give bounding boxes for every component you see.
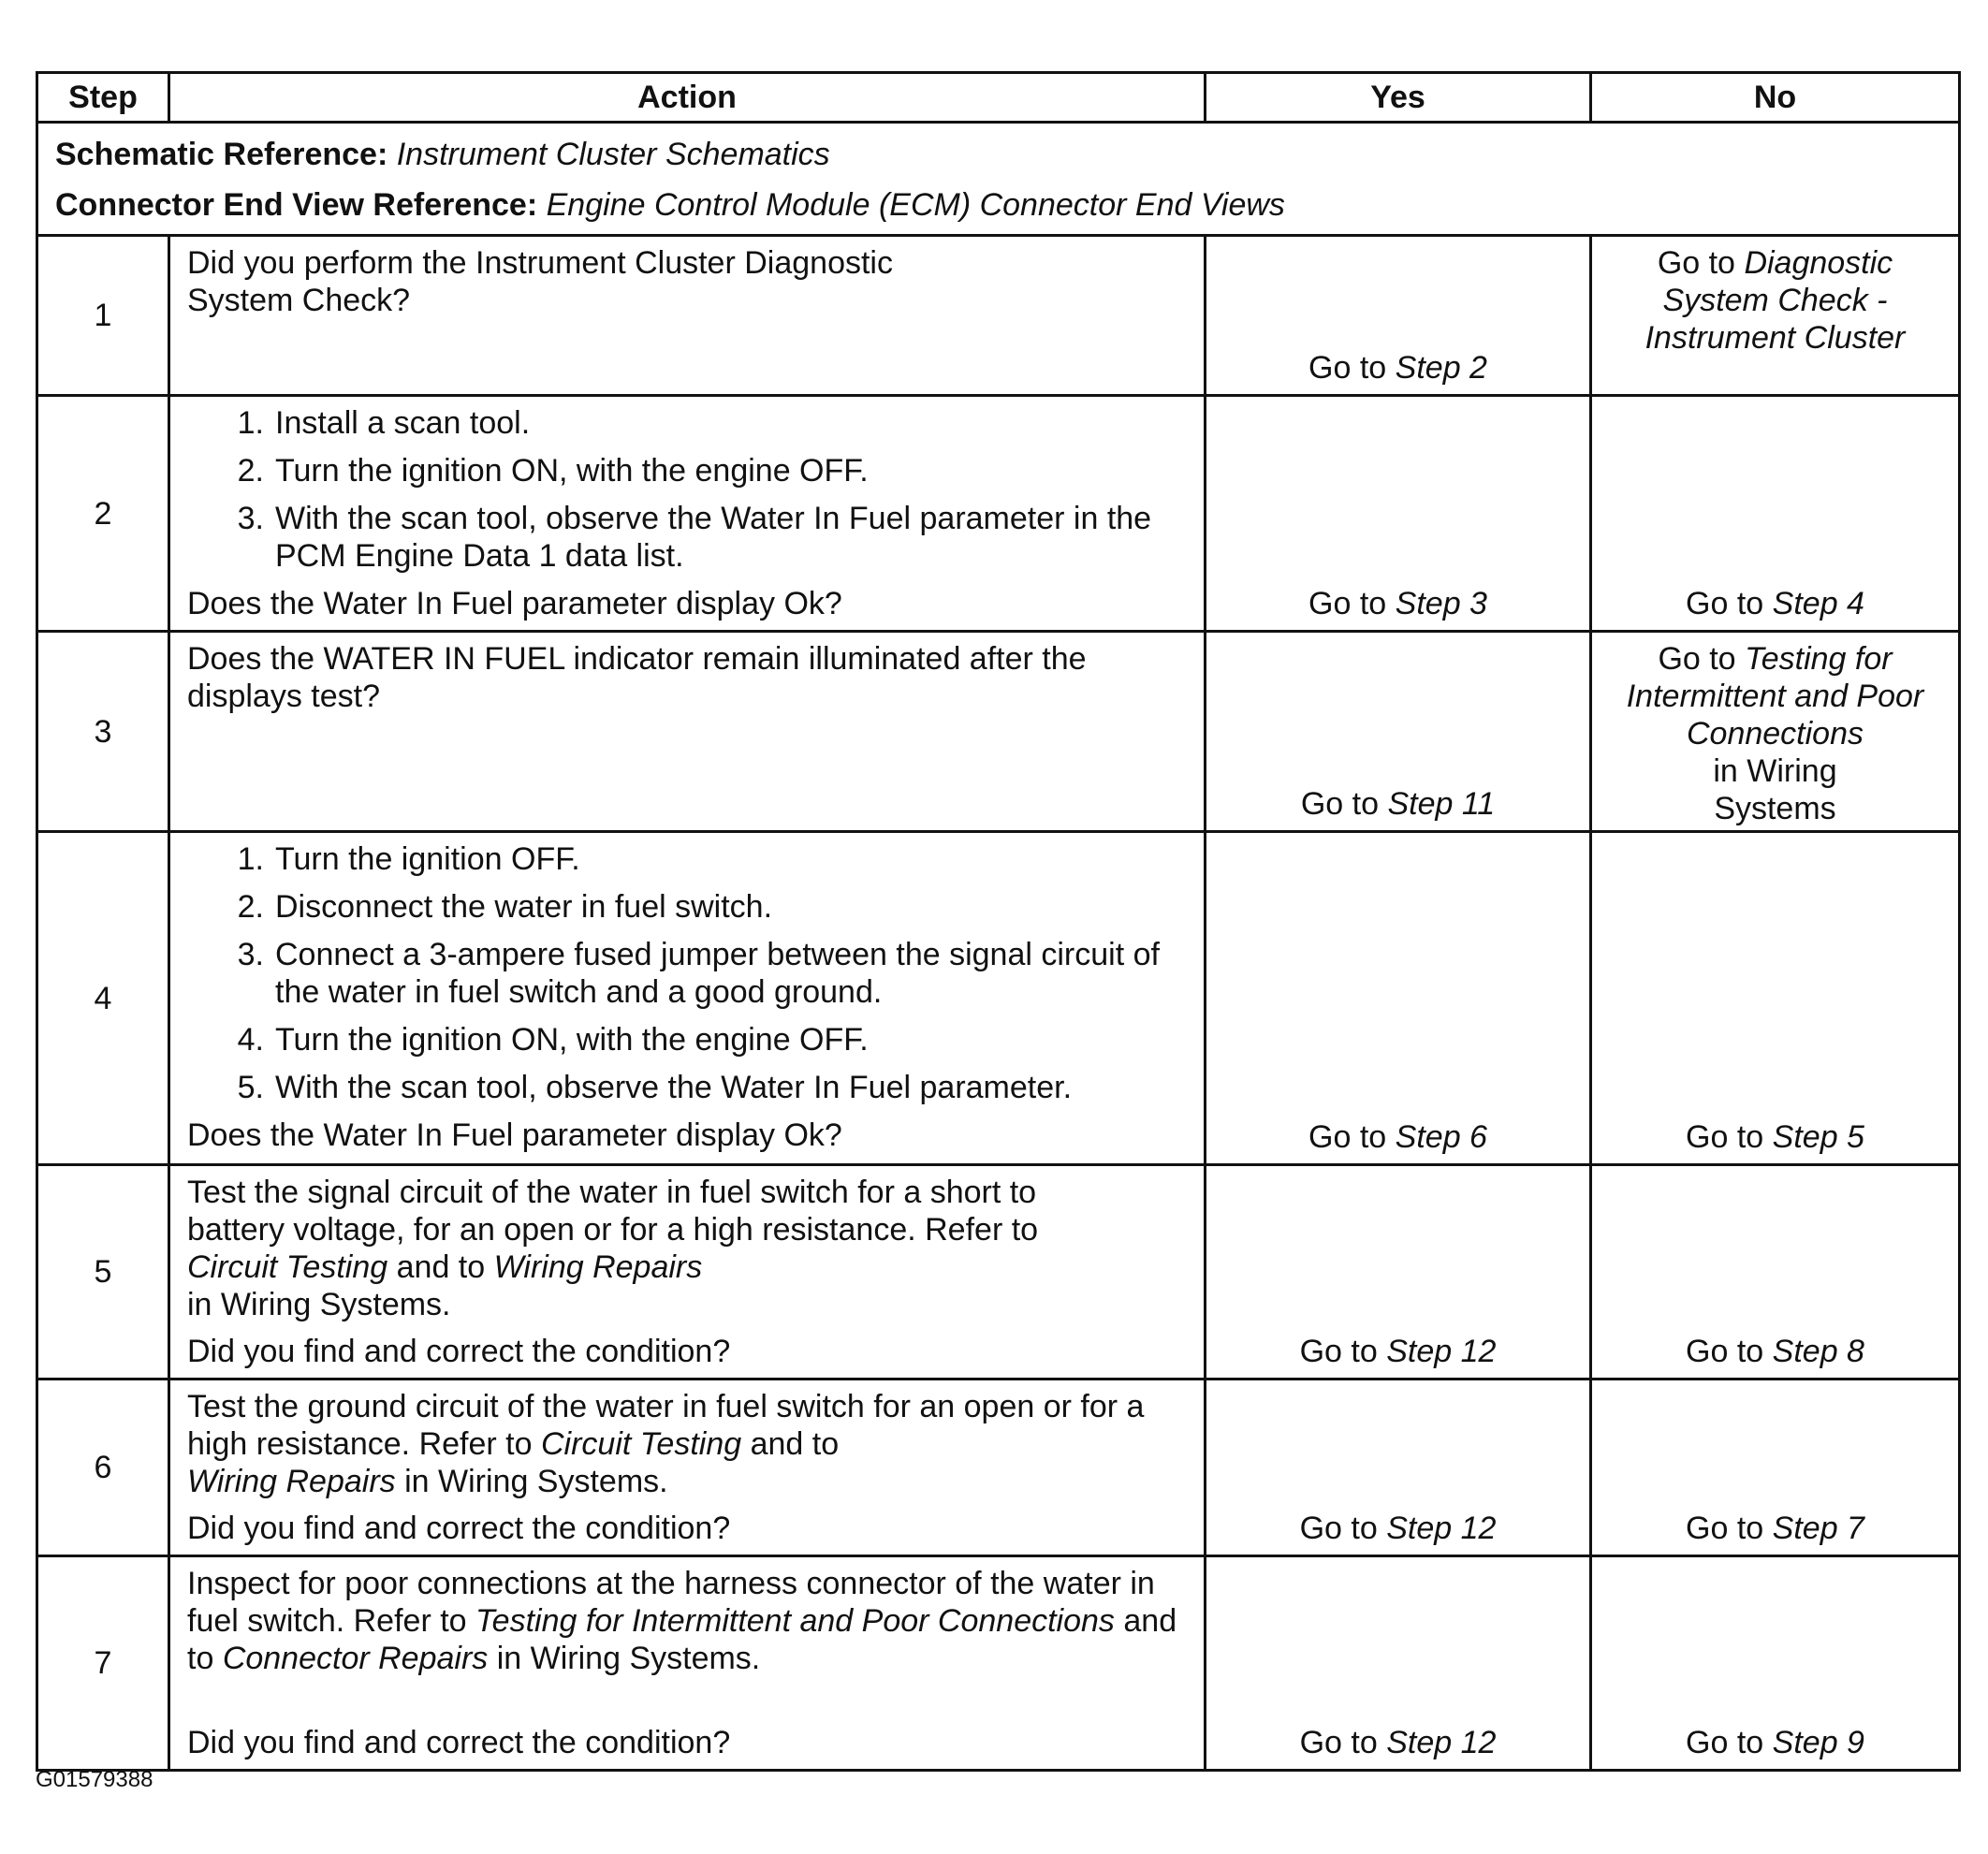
list-item [187, 452, 1187, 489]
circuit-testing-link[interactable]: Circuit Testing [540, 1426, 742, 1462]
yes-answer[interactable] [1206, 1724, 1589, 1761]
yes-prefix: Go to [1300, 786, 1380, 822]
list-item-text: With the scan tool, observe the Water In Fuel parameter in the PCM Engine Data 1 data list. [275, 501, 1152, 574]
list-item-text: Connect a 3-ampere fused jumper between the signal circuit of the water in fuel switch and a good ground. [275, 937, 1160, 1010]
no-prefix: Go to [1686, 1511, 1764, 1546]
action-cell [169, 1165, 1206, 1380]
list-item-number: 3. [237, 937, 264, 972]
testing-intermittent-link[interactable]: Testing for Intermittent and Poor Connections [475, 1603, 1115, 1639]
schematic-reference [55, 129, 1941, 180]
list-item-number: 4. [237, 1022, 264, 1058]
step-number: 1 [37, 236, 169, 396]
no-link[interactable]: Step 8 [1772, 1334, 1864, 1369]
list-item-number: 2. [237, 889, 264, 925]
no-answer[interactable] [1592, 633, 1958, 827]
no-prefix: Go to [1658, 641, 1736, 677]
list-item [187, 1021, 1187, 1058]
list-item [187, 404, 1187, 442]
table-row [37, 1165, 1960, 1380]
action-text-part: and to [750, 1426, 840, 1462]
table-row [37, 236, 1960, 396]
action-text [187, 1388, 1161, 1500]
action-text [187, 1174, 1133, 1323]
step-number: 3 [37, 632, 169, 832]
list-item-text: Turn the ignition ON, with the engine OFF. [275, 1022, 869, 1058]
list-item-text: Turn the ignition OFF. [275, 841, 580, 877]
step-number: 4 [37, 832, 169, 1165]
header-no: No [1591, 73, 1960, 123]
yes-answer[interactable] [1206, 785, 1589, 823]
connector-reference [55, 180, 1941, 230]
table-header-row [37, 73, 1960, 123]
action-text-part: and to [187, 1603, 1177, 1676]
yes-cell [1206, 632, 1591, 832]
table-row [37, 1556, 1960, 1771]
no-link[interactable]: Testing for Intermittent and Poor Connections [1626, 641, 1924, 752]
no-link[interactable]: Step 7 [1772, 1511, 1864, 1546]
list-item-number: 3. [237, 501, 264, 536]
list-item-text: Install a scan tool. [275, 405, 531, 441]
action-text [187, 1565, 1179, 1677]
no-cell [1591, 396, 1960, 632]
no-answer[interactable] [1592, 585, 1958, 622]
step-number: 2 [37, 396, 169, 632]
action-cell [169, 1556, 1206, 1771]
header-yes: Yes [1206, 73, 1591, 123]
action-text: Did you perform the Instrument Cluster Diagnostic System Check? [187, 245, 893, 318]
step-number: 5 [37, 1165, 169, 1380]
action-text-part: in Wiring Systems. [187, 1287, 451, 1322]
table-row [37, 396, 1960, 632]
yes-cell [1206, 1556, 1591, 1771]
action-steps-list [187, 840, 1187, 1106]
no-cell [1591, 832, 1960, 1165]
no-prefix: Go to [1686, 1725, 1764, 1760]
no-prefix: Go to [1657, 245, 1735, 281]
list-item-number: 5. [237, 1070, 264, 1105]
list-item [187, 500, 1187, 575]
wiring-repairs-link[interactable]: Wiring Repairs [493, 1249, 703, 1285]
reference-cell [37, 123, 1960, 236]
no-suffix: in Wiring Systems [1713, 753, 1837, 826]
action-text: Does the WATER IN FUEL indicator remain illuminated after the displays test? [187, 641, 1087, 714]
wiring-repairs-link[interactable]: Wiring Repairs [187, 1464, 396, 1499]
connector-reference-link[interactable]: Engine Control Module (ECM) Connector End Views [546, 187, 1285, 223]
action-steps-list [187, 404, 1187, 575]
no-answer[interactable] [1592, 1724, 1958, 1761]
no-cell [1591, 1380, 1960, 1556]
no-prefix: Go to [1686, 1334, 1764, 1369]
header-action: Action [169, 73, 1206, 123]
yes-prefix: Go to [1299, 1725, 1378, 1760]
action-cell [169, 632, 1206, 832]
connector-repairs-link[interactable]: Connector Repairs [222, 1641, 489, 1676]
no-cell [1591, 1165, 1960, 1380]
yes-cell [1206, 832, 1591, 1165]
list-item [187, 840, 1187, 878]
list-item-text: Disconnect the water in fuel switch. [275, 889, 773, 925]
action-text-part: Test the ground circuit of the water in fuel switch for an open or for a high resistance. Refer to [187, 1389, 1145, 1462]
no-link[interactable]: Step 5 [1772, 1119, 1864, 1155]
list-item-number: 1. [237, 841, 264, 877]
action-cell [169, 236, 1206, 396]
action-question: Does the Water In Fuel parameter display Ok? [187, 586, 842, 621]
yes-prefix: Go to [1308, 1119, 1387, 1155]
yes-prefix: Go to [1299, 1334, 1378, 1369]
yes-answer[interactable] [1206, 1118, 1589, 1156]
header-step: Step [37, 73, 169, 123]
figure-id: G01579388 [36, 1767, 153, 1792]
table-row [37, 632, 1960, 832]
action-text-part: in Wiring Systems. [404, 1464, 668, 1499]
yes-link[interactable]: Step 3 [1395, 586, 1487, 621]
action-text-part: Test the signal circuit of the water in fuel switch for a short to battery voltage, for an open or for a high resistance. Refer to [187, 1175, 1039, 1248]
yes-answer[interactable] [1206, 585, 1589, 622]
action-cell [169, 1380, 1206, 1556]
no-answer[interactable] [1592, 1118, 1958, 1156]
yes-prefix: Go to [1308, 350, 1387, 386]
yes-link[interactable]: Step 12 [1386, 1511, 1497, 1546]
yes-answer[interactable] [1206, 349, 1589, 387]
list-item-number: 1. [237, 405, 264, 441]
schematic-reference-label: Schematic Reference: [55, 137, 388, 172]
yes-prefix: Go to [1299, 1511, 1378, 1546]
action-cell [169, 832, 1206, 1165]
no-answer[interactable] [1592, 1510, 1958, 1547]
action-question: Does the Water In Fuel parameter display Ok? [187, 1117, 842, 1153]
no-cell [1591, 236, 1960, 396]
connector-reference-label: Connector End View Reference: [55, 187, 538, 223]
step-number: 7 [37, 1556, 169, 1771]
step-number: 6 [37, 1380, 169, 1556]
list-item-text: With the scan tool, observe the Water In Fuel parameter. [275, 1070, 1073, 1105]
reference-row [37, 123, 1960, 236]
yes-answer[interactable] [1206, 1510, 1589, 1547]
yes-cell [1206, 396, 1591, 632]
no-answer[interactable] [1592, 237, 1958, 357]
table-row [37, 1380, 1960, 1556]
yes-link[interactable]: Step 6 [1395, 1119, 1487, 1155]
no-prefix: Go to [1686, 586, 1764, 621]
action-question: Did you find and correct the condition? [187, 1334, 731, 1369]
table-row [37, 832, 1960, 1165]
action-question: Did you find and correct the condition? [187, 1511, 731, 1546]
yes-link[interactable]: Step 12 [1386, 1725, 1497, 1760]
yes-answer[interactable] [1206, 1333, 1589, 1370]
no-answer[interactable] [1592, 1333, 1958, 1370]
list-item [187, 936, 1187, 1011]
diagnostic-table [36, 71, 1961, 1772]
action-text-part: in Wiring Systems. [496, 1641, 761, 1676]
yes-cell [1206, 236, 1591, 396]
diagnostic-table-container [36, 71, 1958, 1772]
no-prefix: Go to [1686, 1119, 1764, 1155]
yes-cell [1206, 1380, 1591, 1556]
no-cell [1591, 632, 1960, 832]
list-item-text: Turn the ignition ON, with the engine OFF. [275, 453, 869, 489]
action-cell [169, 396, 1206, 632]
action-text-part: and to [396, 1249, 486, 1285]
yes-link[interactable]: Step 12 [1386, 1334, 1497, 1369]
list-item [187, 1069, 1187, 1106]
yes-cell [1206, 1165, 1591, 1380]
schematic-reference-link[interactable]: Instrument Cluster Schematics [396, 137, 830, 172]
action-question: Did you find and correct the condition? [187, 1725, 731, 1760]
circuit-testing-link[interactable]: Circuit Testing [187, 1249, 388, 1285]
action-text-part: Inspect for poor connections at the harness connector of the water in fuel switch. Refer to [187, 1566, 1155, 1639]
list-item-number: 2. [237, 453, 264, 489]
yes-prefix: Go to [1308, 586, 1387, 621]
yes-link[interactable]: Step 11 [1387, 786, 1496, 822]
no-link[interactable]: Step 4 [1772, 586, 1864, 621]
no-link[interactable]: Step 9 [1772, 1725, 1864, 1760]
no-link[interactable]: Diagnostic System Check - Instrument Cluster [1644, 245, 1906, 356]
list-item [187, 888, 1187, 926]
yes-link[interactable]: Step 2 [1395, 350, 1487, 386]
no-cell [1591, 1556, 1960, 1771]
